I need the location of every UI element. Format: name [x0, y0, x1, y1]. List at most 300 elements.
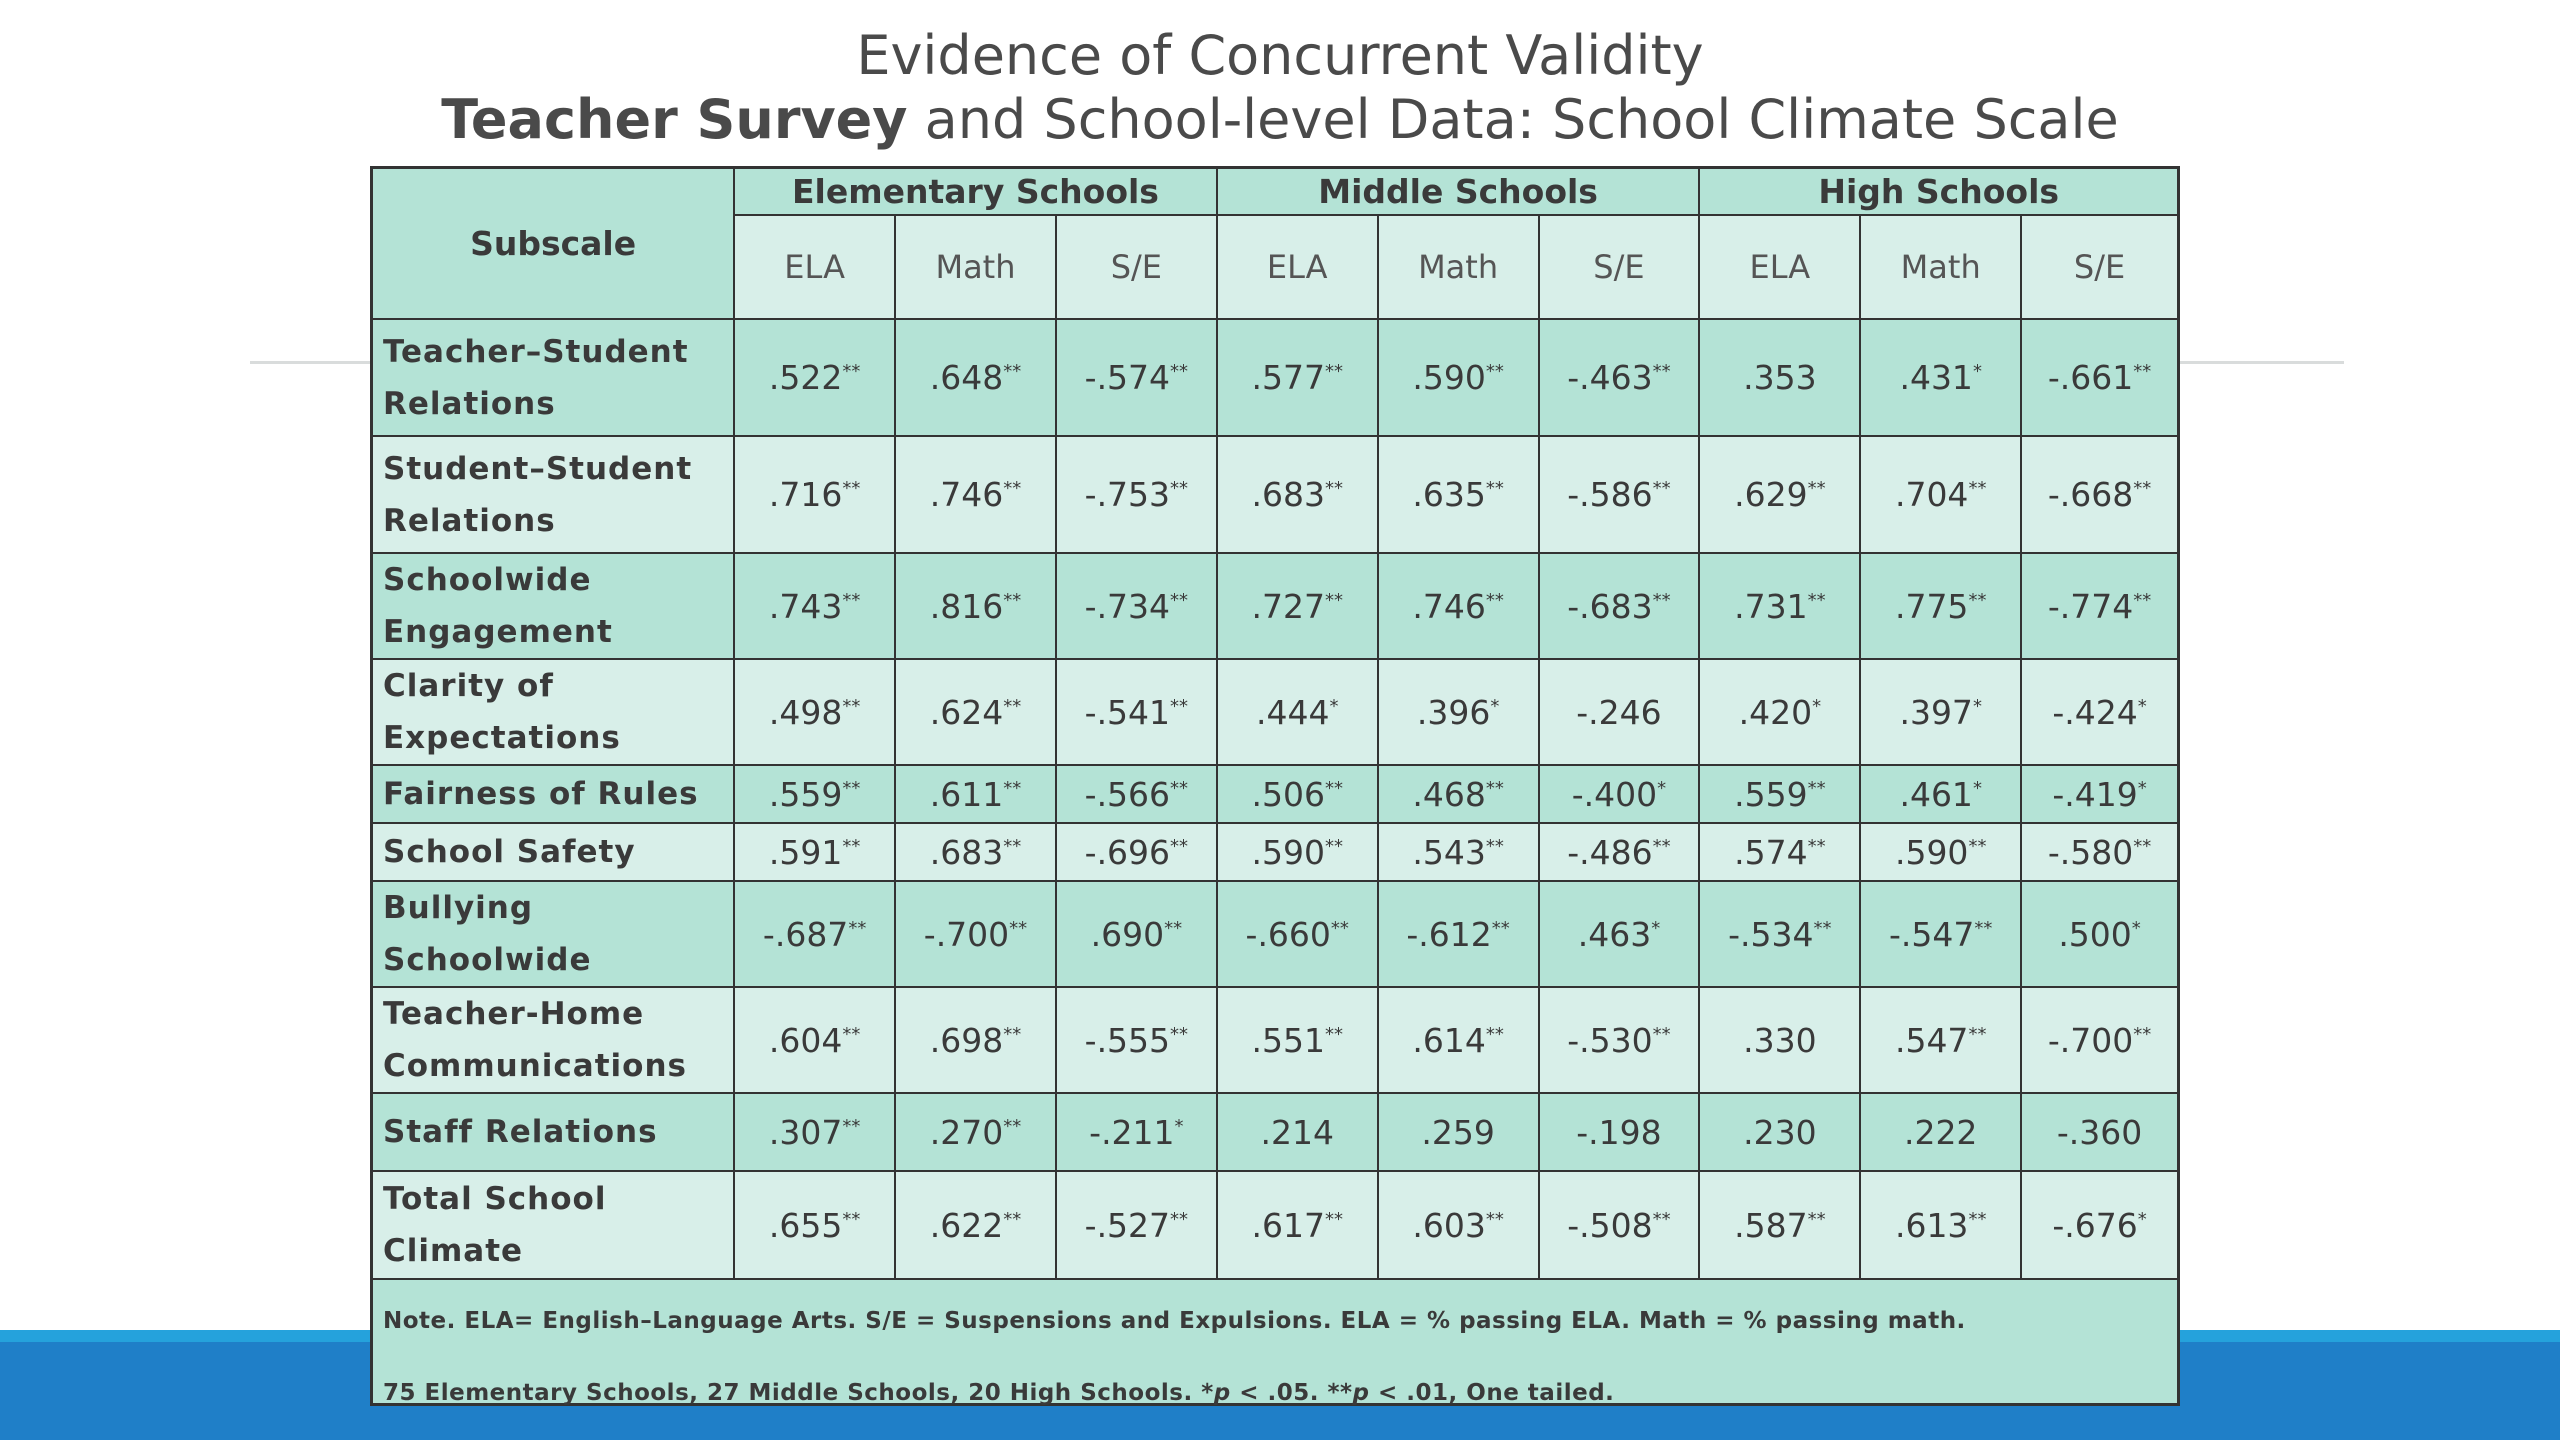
- cell-value: .622: [929, 1205, 1004, 1245]
- cell-value: -.400: [1571, 774, 1658, 814]
- cell-value: .590: [1251, 832, 1325, 872]
- table-cell: [895, 765, 1056, 823]
- significance-marker: **: [1003, 835, 1022, 857]
- significance-marker: **: [1003, 1208, 1022, 1230]
- cell-value: -.360: [2056, 1112, 2143, 1152]
- cell-value: -.753: [1084, 475, 1171, 514]
- table-cell: [734, 436, 895, 553]
- significance-marker: *: [1812, 695, 1822, 717]
- significance-marker: **: [1170, 777, 1189, 799]
- cell-value: .590: [1412, 358, 1486, 397]
- table-cell: [1056, 319, 1217, 436]
- cell-value: .704: [1894, 475, 1969, 514]
- cell-value: .816: [929, 586, 1004, 626]
- table-cell: [1056, 1171, 1217, 1279]
- significance-marker: *: [1972, 695, 1982, 717]
- cell-value: -.547: [1889, 914, 1975, 954]
- cell-value: .604: [768, 1020, 843, 1060]
- table-cell: [2021, 1093, 2177, 1171]
- table-cell: [1539, 823, 1700, 881]
- table-cell: [895, 436, 1056, 553]
- significance-marker: **: [1324, 835, 1343, 857]
- table-row: [373, 436, 2177, 553]
- table-cell: [734, 553, 895, 659]
- significance-marker: **: [1807, 835, 1826, 857]
- significance-marker: **: [1968, 478, 1987, 499]
- cell-value: .683: [929, 832, 1004, 872]
- table-cell: [1378, 553, 1539, 659]
- significance-marker: **: [1485, 1023, 1504, 1045]
- note-p-letter: p: [1213, 1380, 1231, 1406]
- slide-subtitle: [0, 88, 2560, 151]
- significance-marker: **: [1170, 361, 1189, 382]
- table-cell: [1217, 881, 1378, 987]
- cell-value: .591: [768, 832, 843, 872]
- note-sample-and-significance: [383, 1380, 1614, 1406]
- row-label: Staff Relations: [373, 1093, 734, 1171]
- slide-title: Evidence of Concurrent Validity: [856, 24, 1704, 87]
- cell-value: .543: [1412, 832, 1486, 872]
- table-cell: [734, 1093, 895, 1171]
- significance-marker: **: [1807, 478, 1826, 499]
- significance-marker: **: [1968, 589, 1987, 611]
- table-cell: [1699, 765, 1860, 823]
- significance-marker: **: [1485, 835, 1504, 857]
- column-header: Math: [895, 215, 1056, 319]
- row-label: Schoolwide Engagement: [373, 553, 734, 659]
- cell-value: .775: [1894, 586, 1969, 626]
- table-row: [373, 1093, 2177, 1171]
- table-cell: [1699, 319, 1860, 436]
- table-cell: [1056, 659, 1217, 765]
- significance-marker: **: [1009, 917, 1028, 939]
- note-p01: < .01, One tailed.: [1369, 1380, 1615, 1406]
- cell-value: .743: [768, 586, 843, 626]
- column-header: S/E: [1056, 215, 1217, 319]
- table-cell: [895, 553, 1056, 659]
- table-body: [373, 319, 2177, 1279]
- table-cell: [1699, 553, 1860, 659]
- cell-value: .629: [1734, 475, 1808, 514]
- cell-value: .559: [1734, 774, 1808, 814]
- significance-marker: **: [1652, 1208, 1671, 1230]
- table-cell: [2021, 881, 2177, 987]
- cell-value: -.734: [1084, 586, 1171, 626]
- table-cell: [1860, 659, 2021, 765]
- group-header-high: High Schools: [1699, 169, 2177, 215]
- cell-value: .547: [1894, 1020, 1969, 1060]
- significance-marker: **: [1968, 1208, 1987, 1230]
- significance-marker: **: [1324, 361, 1343, 382]
- significance-marker: **: [1652, 1023, 1671, 1045]
- cell-value: .307: [768, 1112, 843, 1152]
- row-label: School Safety: [373, 823, 734, 881]
- group-header-middle: Middle Schools: [1217, 169, 1700, 215]
- cell-value: -.530: [1567, 1020, 1653, 1060]
- table-cell: [1217, 823, 1378, 881]
- significance-marker: **: [842, 1115, 861, 1137]
- significance-marker: **: [2133, 835, 2152, 857]
- cell-value: -.687: [762, 914, 849, 954]
- table-cell: [1539, 1171, 1700, 1279]
- group-header-elementary: Elementary Schools: [734, 169, 1217, 215]
- table-cell: [1378, 659, 1539, 765]
- subscale-header: Subscale: [373, 169, 734, 319]
- row-label: Bullying Schoolwide: [373, 881, 734, 987]
- table-cell: [895, 1171, 1056, 1279]
- table-cell: [1056, 1093, 1217, 1171]
- table-cell: [895, 659, 1056, 765]
- table-cell: [1539, 987, 1700, 1093]
- table-cell: [1217, 553, 1378, 659]
- significance-marker: **: [1164, 917, 1183, 939]
- significance-marker: *: [1651, 917, 1661, 939]
- significance-marker: **: [1330, 917, 1349, 939]
- significance-marker: **: [1485, 361, 1504, 382]
- table-cell: [895, 1093, 1056, 1171]
- cell-value: .746: [1412, 586, 1486, 626]
- cell-value: .330: [1743, 1020, 1817, 1060]
- cell-value: .716: [768, 475, 843, 514]
- cell-value: -.580: [2047, 832, 2134, 872]
- cell-value: .420: [1738, 692, 1813, 732]
- table-cell: [1217, 436, 1378, 553]
- table-cell: [734, 765, 895, 823]
- significance-marker: **: [842, 695, 861, 717]
- table-cell: [1378, 765, 1539, 823]
- table-cell: [1378, 881, 1539, 987]
- table-cell: [734, 659, 895, 765]
- cell-value: .214: [1260, 1112, 1334, 1152]
- row-label: Student–Student Relations: [373, 436, 734, 553]
- cell-value: -.612: [1406, 914, 1492, 954]
- cell-value: -.774: [2047, 586, 2134, 626]
- cell-value: -.211: [1089, 1112, 1175, 1152]
- cell-value: .698: [929, 1020, 1004, 1060]
- table-cell: [1378, 319, 1539, 436]
- table-cell: [1217, 319, 1378, 436]
- note-sample-sizes: 75 Elementary Schools, 27 Middle Schools, 20 High Schools.: [383, 1380, 1202, 1406]
- table-row: [373, 1171, 2177, 1279]
- significance-marker: **: [1813, 917, 1832, 939]
- table-cell: [1378, 987, 1539, 1093]
- table-cell: [1378, 1093, 1539, 1171]
- table-cell: [1699, 823, 1860, 881]
- cell-value: -.566: [1084, 774, 1171, 814]
- cell-value: .259: [1421, 1112, 1495, 1152]
- table-cell: [1217, 765, 1378, 823]
- significance-marker: *: [1972, 361, 1982, 382]
- table-cell: [895, 881, 1056, 987]
- cell-value: -.676: [2052, 1205, 2138, 1245]
- significance-marker: **: [1324, 1208, 1343, 1230]
- significance-marker: **: [1324, 478, 1343, 499]
- cell-value: .230: [1743, 1112, 1817, 1152]
- table-cell: [1860, 436, 2021, 553]
- significance-marker: **: [1003, 1023, 1022, 1045]
- table-cell: [1217, 1171, 1378, 1279]
- significance-marker: **: [1003, 589, 1022, 611]
- significance-marker: **: [1170, 589, 1189, 611]
- table-cell: [2021, 659, 2177, 765]
- significance-marker: **: [2133, 589, 2152, 611]
- table-cell: [1860, 319, 2021, 436]
- cell-value: .635: [1412, 475, 1486, 514]
- cell-value: -.696: [1084, 832, 1171, 872]
- subtitle-rest: and School-level Data: School Climate Scale: [907, 88, 2119, 151]
- cell-value: .731: [1734, 586, 1808, 626]
- significance-marker: **: [1968, 835, 1987, 857]
- cell-value: .624: [929, 692, 1004, 732]
- table-cell: [1378, 1171, 1539, 1279]
- cell-value: -.574: [1084, 358, 1171, 397]
- significance-marker: **: [1968, 1023, 1987, 1045]
- table-row: [373, 987, 2177, 1093]
- table-cell: [734, 823, 895, 881]
- significance-marker: **: [1491, 917, 1510, 939]
- significance-marker: **: [842, 777, 861, 799]
- note-star-single: *: [1201, 1380, 1214, 1406]
- significance-marker: **: [1170, 1208, 1189, 1230]
- cell-value: -.668: [2047, 475, 2134, 514]
- table-cell: [734, 319, 895, 436]
- note-p05: < .05.: [1230, 1380, 1328, 1406]
- significance-marker: *: [1657, 777, 1667, 799]
- significance-marker: *: [2131, 917, 2141, 939]
- table-cell: [1539, 881, 1700, 987]
- table-cell: [1539, 553, 1700, 659]
- cell-value: -.198: [1576, 1112, 1662, 1152]
- table-cell: [2021, 436, 2177, 553]
- cell-value: .746: [929, 475, 1004, 514]
- significance-marker: **: [1003, 1115, 1022, 1137]
- cell-value: .463: [1577, 914, 1652, 954]
- note-star-double: **: [1327, 1380, 1353, 1406]
- row-label: Fairness of Rules: [373, 765, 734, 823]
- table-cell: [1860, 823, 2021, 881]
- significance-marker: **: [1485, 589, 1504, 611]
- row-label: Teacher-Home Communications: [373, 987, 734, 1093]
- cell-value: -.541: [1084, 692, 1171, 732]
- subtitle-bold-part: Teacher Survey: [441, 88, 908, 151]
- significance-marker: *: [2137, 695, 2147, 717]
- table-row: [373, 319, 2177, 436]
- significance-marker: **: [2133, 1023, 2152, 1045]
- cell-value: .468: [1412, 774, 1486, 814]
- significance-marker: **: [1807, 589, 1826, 611]
- table-row: [373, 765, 2177, 823]
- significance-marker: **: [1170, 835, 1189, 857]
- cell-value: -.586: [1567, 475, 1653, 514]
- table-row: [373, 881, 2177, 987]
- cell-value: .397: [1899, 692, 1973, 732]
- significance-marker: *: [2137, 1208, 2147, 1230]
- cell-value: -.700: [2047, 1020, 2134, 1060]
- table-cell: [1217, 659, 1378, 765]
- cell-value: .506: [1251, 774, 1325, 814]
- cell-value: -.527: [1084, 1205, 1171, 1245]
- table-cell: [1056, 881, 1217, 987]
- table-cell: [1860, 553, 2021, 659]
- table-cell: [1699, 659, 1860, 765]
- table-cell: [1056, 765, 1217, 823]
- cell-value: .655: [768, 1205, 843, 1245]
- significance-marker: **: [2133, 478, 2152, 499]
- cell-value: .500: [2058, 914, 2132, 954]
- table-row: [373, 659, 2177, 765]
- table-cell: [2021, 823, 2177, 881]
- row-label: Clarity of Expectations: [373, 659, 734, 765]
- cell-value: -.486: [1567, 832, 1653, 872]
- column-header: Math: [1860, 215, 2021, 319]
- note-abbreviations: Note. ELA= English–Language Arts. S/E = Suspensions and Expulsions. ELA = % passing ELA. Math = % passing math.: [383, 1308, 1966, 1334]
- significance-marker: **: [1485, 1208, 1504, 1230]
- cell-value: .590: [1894, 832, 1969, 872]
- cell-value: .614: [1412, 1020, 1486, 1060]
- table-cell: [1056, 436, 1217, 553]
- cell-value: .559: [768, 774, 843, 814]
- table-cell: [1860, 1093, 2021, 1171]
- note-p-letter: p: [1352, 1380, 1370, 1406]
- cell-value: -.683: [1567, 586, 1653, 626]
- table-cell: [1699, 436, 1860, 553]
- significance-marker: **: [1652, 361, 1671, 382]
- significance-marker: **: [1170, 1023, 1189, 1045]
- significance-marker: **: [1003, 478, 1022, 499]
- column-header: ELA: [1217, 215, 1378, 319]
- table-cell: [895, 823, 1056, 881]
- table-row: [373, 823, 2177, 881]
- cell-value: -.700: [923, 914, 1010, 954]
- cell-value: -.661: [2047, 358, 2134, 397]
- cell-value: .613: [1894, 1205, 1969, 1245]
- table-cell: [734, 987, 895, 1093]
- group-header-row: [373, 169, 2177, 215]
- table-cell: [1539, 319, 1700, 436]
- cell-value: .444: [1255, 692, 1330, 732]
- significance-marker: **: [1170, 478, 1189, 499]
- cell-value: .551: [1251, 1020, 1325, 1060]
- significance-marker: **: [842, 835, 861, 857]
- table-cell: [1860, 881, 2021, 987]
- significance-marker: **: [1652, 478, 1671, 499]
- table-cell: [1056, 987, 1217, 1093]
- cell-value: .577: [1251, 358, 1325, 397]
- row-label: Teacher–Student Relations: [373, 319, 734, 436]
- table-cell: [1539, 1093, 1700, 1171]
- significance-marker: **: [1324, 777, 1343, 799]
- cell-value: -.246: [1576, 692, 1662, 732]
- significance-marker: **: [1170, 695, 1189, 717]
- row-label: Total School Climate: [373, 1171, 734, 1279]
- significance-marker: **: [1485, 478, 1504, 499]
- significance-marker: **: [1485, 777, 1504, 799]
- table-cell: [1699, 1093, 1860, 1171]
- significance-marker: **: [842, 1208, 861, 1230]
- cell-value: .683: [1251, 475, 1325, 514]
- cell-value: .396: [1416, 692, 1491, 732]
- cell-value: .587: [1734, 1205, 1808, 1245]
- significance-marker: **: [1807, 1208, 1826, 1230]
- cell-value: .431: [1899, 358, 1973, 397]
- cell-value: -.534: [1728, 914, 1814, 954]
- cell-value: -.463: [1567, 358, 1653, 397]
- table-cell: [734, 881, 895, 987]
- column-header: S/E: [1539, 215, 1700, 319]
- validity-table-container: [370, 166, 2180, 1406]
- significance-marker: **: [1003, 777, 1022, 799]
- table-cell: [1539, 436, 1700, 553]
- table-cell: [2021, 319, 2177, 436]
- significance-marker: *: [1329, 695, 1339, 717]
- cell-value: .270: [929, 1112, 1004, 1152]
- cell-value: .498: [768, 692, 843, 732]
- table-cell: [1056, 823, 1217, 881]
- table-cell: [2021, 1171, 2177, 1279]
- cell-value: .461: [1899, 774, 1973, 814]
- column-header: Math: [1378, 215, 1539, 319]
- cell-value: .611: [929, 774, 1004, 814]
- table-cell: [1699, 987, 1860, 1093]
- significance-marker: **: [1974, 917, 1993, 939]
- cell-value: .522: [768, 358, 843, 397]
- significance-marker: **: [842, 1023, 861, 1045]
- significance-marker: *: [1972, 777, 1982, 799]
- cell-value: .690: [1090, 914, 1165, 954]
- table-row: [373, 553, 2177, 659]
- validity-table: [373, 169, 2177, 1280]
- decorative-rule-left: [250, 361, 370, 364]
- table-cell: [1378, 823, 1539, 881]
- significance-marker: **: [1003, 361, 1022, 382]
- table-cell: [1539, 659, 1700, 765]
- table-cell: [1056, 553, 1217, 659]
- table-cell: [1217, 1093, 1378, 1171]
- cell-value: -.424: [2052, 692, 2138, 732]
- cell-value: -.419: [2052, 774, 2138, 814]
- significance-marker: **: [2133, 361, 2152, 382]
- table-cell: [1699, 881, 1860, 987]
- cell-value: -.508: [1567, 1205, 1653, 1245]
- cell-value: .574: [1734, 832, 1808, 872]
- cell-value: -.555: [1084, 1020, 1171, 1060]
- table-cell: [1860, 987, 2021, 1093]
- significance-marker: *: [2137, 777, 2147, 799]
- table-cell: [895, 987, 1056, 1093]
- significance-marker: **: [1324, 1023, 1343, 1045]
- decorative-rule-right: [2180, 361, 2344, 364]
- significance-marker: **: [842, 361, 861, 382]
- table-cell: [2021, 765, 2177, 823]
- significance-marker: **: [1652, 589, 1671, 611]
- cell-value: .603: [1412, 1205, 1486, 1245]
- significance-marker: **: [1807, 777, 1826, 799]
- column-header: ELA: [734, 215, 895, 319]
- significance-marker: *: [1174, 1115, 1184, 1137]
- table-cell: [895, 319, 1056, 436]
- cell-value: .617: [1251, 1205, 1325, 1245]
- significance-marker: **: [842, 589, 861, 611]
- significance-marker: **: [848, 917, 867, 939]
- significance-marker: *: [1490, 695, 1500, 717]
- table-cell: [1378, 436, 1539, 553]
- cell-value: .648: [929, 358, 1004, 397]
- table-cell: [1539, 765, 1700, 823]
- cell-value: .222: [1903, 1112, 1978, 1152]
- table-cell: [2021, 987, 2177, 1093]
- cell-value: .727: [1251, 586, 1325, 626]
- significance-marker: **: [1324, 589, 1343, 611]
